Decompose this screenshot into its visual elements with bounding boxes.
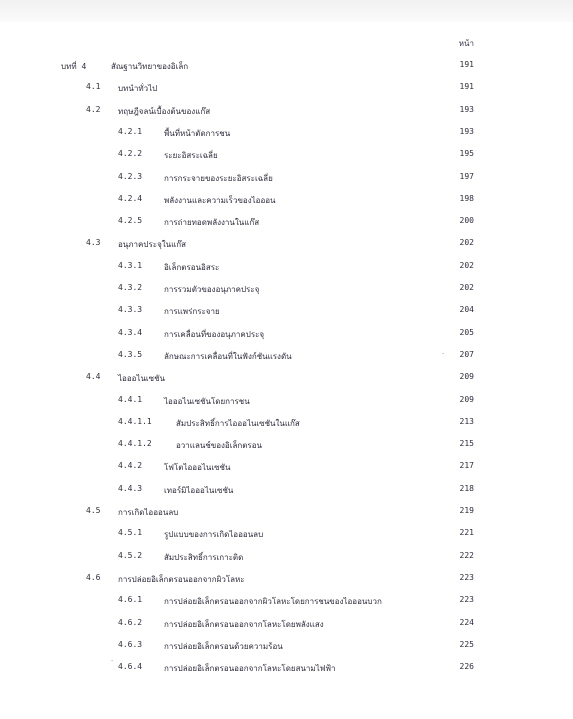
toc-entry-title: การปล่อยอิเล็กตรอนออกจากโลหะโดยพลังแสง xyxy=(164,620,324,629)
toc-entry-page: 224 xyxy=(459,618,474,627)
toc-entry-number: 4.2.2 xyxy=(118,149,143,158)
toc-entry-page: 218 xyxy=(459,484,474,493)
toc-entry xyxy=(0,484,573,498)
toc-entry-title: การปล่อยอิเล็กตรอนออกจากผิวโลหะ xyxy=(118,575,245,584)
toc-entry xyxy=(0,662,573,676)
toc-entry-page: 225 xyxy=(459,640,474,649)
toc-entry-title: การเคลื่อนที่ของอนุภาคประจุ xyxy=(164,330,265,339)
toc-entry-title: อวาแลนช์ของอิเล็กตรอน xyxy=(176,441,262,450)
toc-entry-number: 4.6.4 xyxy=(118,662,143,671)
toc-entry xyxy=(0,461,573,475)
toc-entry xyxy=(0,372,573,386)
toc-entry-number: 4.2.3 xyxy=(118,172,143,181)
toc-entry-title: สัมประสิทธิ์การไอออไนเซชันในแก๊ส xyxy=(176,419,300,428)
toc-entry xyxy=(0,350,573,364)
toc-entry xyxy=(0,395,573,409)
scan-speck: · xyxy=(110,657,115,665)
toc-entry-number: 4.2.5 xyxy=(118,216,143,225)
toc-entry-number: 4.3.5 xyxy=(118,350,143,359)
toc-entry-page: 202 xyxy=(459,283,474,292)
toc-entry-title: พื้นที่หน้าตัดการชน xyxy=(164,129,231,138)
toc-entry-number: 4.4.1 xyxy=(118,395,143,404)
toc-entry-page: 217 xyxy=(459,461,474,470)
toc-entry-number: บทที่ 4 xyxy=(61,62,87,71)
toc-entry-number: 4.1 xyxy=(86,82,101,91)
toc-entry xyxy=(0,595,573,609)
toc-entry-page: 219 xyxy=(459,506,474,515)
toc-entry-page: 195 xyxy=(459,149,474,158)
toc-entry-number: 4.5.2 xyxy=(118,551,143,560)
toc-entry-page: 222 xyxy=(459,551,474,560)
toc-entry-title: การรวมตัวของอนุภาคประจุ xyxy=(164,285,260,294)
toc-entry xyxy=(0,238,573,252)
toc-entry-page: 215 xyxy=(459,439,474,448)
toc-entry xyxy=(0,105,573,119)
toc-entry-number: 4.6 xyxy=(86,573,101,582)
toc-entry-page: 202 xyxy=(459,261,474,270)
toc-entry xyxy=(0,283,573,297)
toc-entry xyxy=(0,194,573,208)
toc-entry-title: อิเล็กตรอนอิสระ xyxy=(164,263,220,272)
toc-entry xyxy=(0,618,573,632)
toc-entry-page: 221 xyxy=(459,528,474,537)
toc-entry-page: 207 xyxy=(459,350,474,359)
toc-entry-title: การปล่อยอิเล็กตรอนออกจากผิวโลหะโดยการชนของไอออนบวก xyxy=(164,597,382,606)
toc-entry-number: 4.3.2 xyxy=(118,283,143,292)
toc-entry-number: 4.4 xyxy=(86,372,101,381)
toc-entry-title: การปล่อยอิเล็กตรอนด้วยความร้อน xyxy=(164,642,283,651)
toc-entry-number: 4.4.1.2 xyxy=(118,439,152,448)
toc-entry-title: เทอร์มิไอออไนเซชัน xyxy=(164,486,234,495)
toc-entry xyxy=(0,261,573,275)
toc-entry-page: 226 xyxy=(459,662,474,671)
toc-entry-title: สัมประสิทธิ์การเกาะติด xyxy=(164,553,244,562)
toc-entry xyxy=(0,305,573,319)
toc-entry xyxy=(0,640,573,654)
toc-entry-page: 200 xyxy=(459,216,474,225)
toc-entry xyxy=(0,573,573,587)
toc-entry-title: โฟโตไอออไนเซชัน xyxy=(164,463,231,472)
toc-entry-title: ไอออไนเซชัน xyxy=(118,374,165,383)
scan-speck: · xyxy=(441,350,446,358)
page-column-header: หน้า xyxy=(458,39,474,48)
toc-entry-title: ลักษณะการเคลื่อนที่ในฟังก์ชันแรงดัน xyxy=(164,352,292,361)
toc-entry-page: 193 xyxy=(459,127,474,136)
toc-entry-page: 204 xyxy=(459,305,474,314)
viewer-top-bar xyxy=(0,0,573,22)
toc-entry-page: 209 xyxy=(459,372,474,381)
toc-entry-number: 4.3.4 xyxy=(118,328,143,337)
toc-entry-page: 223 xyxy=(459,573,474,582)
toc-entry xyxy=(0,149,573,163)
toc-entry-title: ระยะอิสระเฉลี่ย xyxy=(164,151,218,160)
toc-entry-page: 191 xyxy=(459,82,474,91)
toc-entry-number: 4.4.3 xyxy=(118,484,143,493)
toc-entry-title: ทฤษฎีจลน์เบื้องต้นของแก๊ส xyxy=(118,107,211,116)
toc-entry xyxy=(0,60,573,74)
toc-entry xyxy=(0,551,573,565)
toc-entry-page: 198 xyxy=(459,194,474,203)
toc-entry-title: การปล่อยอิเล็กตรอนออกจากโลหะโดยสนามไฟฟ้า xyxy=(164,664,336,673)
toc-entry-number: 4.5 xyxy=(86,506,101,515)
toc-entry-page: 191 xyxy=(459,60,474,69)
toc-entry-number: 4.3 xyxy=(86,238,101,247)
toc-entry-title: การถ่ายทอดพลังงานในแก๊ส xyxy=(164,218,260,227)
toc-entry-number: 4.4.1.1 xyxy=(118,417,152,426)
toc-entry-title: บทนำทั่วไป xyxy=(118,84,158,93)
toc-entry-page: 197 xyxy=(459,172,474,181)
toc-entry-page: 213 xyxy=(459,417,474,426)
toc-entry-page: 209 xyxy=(459,395,474,404)
toc-entry xyxy=(0,417,573,431)
toc-entry-number: 4.3.3 xyxy=(118,305,143,314)
toc-entry-number: 4.6.1 xyxy=(118,595,143,604)
toc-entry xyxy=(0,506,573,520)
toc-entry-number: 4.3.1 xyxy=(118,261,143,270)
toc-entry-page: 205 xyxy=(459,328,474,337)
toc-entry-page: 223 xyxy=(459,595,474,604)
toc-entry-number: 4.2.4 xyxy=(118,194,143,203)
toc-entry-page: 202 xyxy=(459,238,474,247)
toc-entry xyxy=(0,439,573,453)
toc-entry-number: 4.4.2 xyxy=(118,461,143,470)
toc-entry-title: การกระจายของระยะอิสระเฉลี่ย xyxy=(164,174,273,183)
toc-entry-title: อนุภาคประจุในแก๊ส xyxy=(118,240,187,249)
toc-entry-title: รูปแบบของการเกิดไอออนลบ xyxy=(164,530,264,539)
toc-entry-title: ไอออไนเซชันโดยการชน xyxy=(164,397,250,406)
toc-entry xyxy=(0,82,573,96)
toc-entry-title: สัณฐานวิทยาของอิเล็ก xyxy=(111,62,189,71)
toc-entry xyxy=(0,528,573,542)
toc-entry-number: 4.6.2 xyxy=(118,618,143,627)
toc-entry-page: 193 xyxy=(459,105,474,114)
toc-entry-number: 4.2.1 xyxy=(118,127,143,136)
toc-entry xyxy=(0,127,573,141)
toc-entry-title: การแพร่กระจาย xyxy=(164,307,220,316)
toc-entry xyxy=(0,328,573,342)
toc-entry-number: 4.6.3 xyxy=(118,640,143,649)
toc-entry-number: 4.5.1 xyxy=(118,528,143,537)
toc-entry xyxy=(0,172,573,186)
toc-entry-title: พลังงานและความเร็วของไอออน xyxy=(164,196,276,205)
toc-entry-title: การเกิดไอออนลบ xyxy=(118,508,179,517)
toc-entry-number: 4.2 xyxy=(86,105,101,114)
toc-entry xyxy=(0,216,573,230)
